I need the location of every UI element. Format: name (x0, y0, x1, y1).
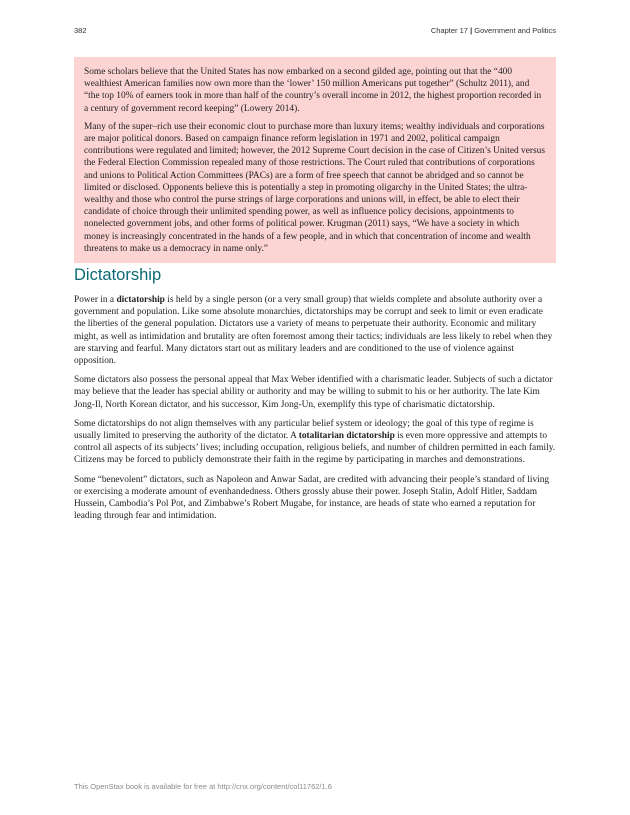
callout-paragraph: Many of the super–rich use their economic clout to purchase more than luxury items; wealthy individuals and corporations are major political donors. Based on campaign finance reform legislation in 1971 and 2002, political campaign contributions were regulated and limited; however, the 2012 Supreme Court decision in the case of Citizen’s United versus the Federal Election Commission repealed many of those restrictions. The Court ruled that contributions of corporations and unions to Political Action Committees (PACs) are a form of free speech that cannot be abridged and so cannot be limited or disclosed. Opponents believe this is potentially a step in promoting oligarchy in the United States; the ultra-wealthy and those who control the purse strings of large corporations and unions will, in effect, be able to elect their candidate of choice through their unlimited spending power, as well as influence policy decisions, appointments to nonelected government jobs, and other forms of political power. Krugman (2011) says, “We have a society in which money is increasingly concentrated in the hands of a few people, and in which that concentration of income and wealth threatens to make us a democracy in name only.” (84, 121, 545, 254)
page-number: 382 (74, 26, 87, 35)
body-paragraph: Some “benevolent” dictators, such as Napoleon and Anwar Sadat, are credited with advancing their people’s standard of living or exercising a moderate amount of evenhandedness. Others grossly abuse their power. Joseph Stalin, Adolf Hitler, Saddam Hussein, Cambodia’s Pol Pot, and Zimbabwe’s Robert Mugabe, for instance, are heads of state who earned a reputation for leading through fear and intimidation. (74, 474, 550, 522)
section-body (74, 294, 556, 529)
body-paragraph (74, 418, 556, 467)
key-term: dictatorship (116, 295, 165, 305)
page-footer: This OpenStax book is available for free at http://cnx.org/content/col11762/1.6 (74, 782, 332, 791)
callout-paragraph: Some scholars believe that the United States has now embarked on a second gilded age, pointing out that the “400 wealthiest American families now own more than the ‘lower’ 150 million Americans put together” (Schultz 2011), and “the top 10% of earners took in more than half of the country’s overall income in 2012, the highest proportion recorded in a century of government record keeping” (Lowery 2014). (84, 67, 542, 114)
page-header (74, 26, 556, 38)
body-paragraph: Some dictators also possess the personal appeal that Max Weber identified with a charismatic leader. Subjects of such a dictator may believe that the leader has special ability or authority and may be willing to submit to his or her authority. The late Kim Jong-Il, North Korean dictator, and his successor, Kim Jong-Un, exemplify this type of charismatic dictatorship. (74, 375, 553, 410)
feature-callout-box (74, 57, 556, 263)
chapter-title: Government and Politics (474, 26, 556, 35)
chapter-label: Chapter 17 (430, 26, 468, 35)
text-run: is held by a single person (or a very small group) that wields complete and absolute authority over a government and population. Like some absolute monarchies, dictatorships may be corrupt and seek to limit or even eradicate the liberties of the general population. Dictators use a variety of means to perpetuate their authority. Economic and military might, as well as intimidation and brutality are often foremost among their tactics; individuals are less likely to rebel when they are starving and fearful. Many dictators start out as military leaders and are conditioned to the use of violence against opposition. (74, 295, 553, 367)
text-run: is even more oppressive and attempts to control all aspects of its subjects’ lives; including occupation, religious beliefs, and number of children permitted in each family. Citizens may be forced to publicly demonstrate their faith in the regime by participating in marches and demonstrations. (74, 431, 556, 466)
text-run: Some dictatorships do not align themselves with any particular belief system or ideology; the goal of this type of regime is usually limited to preserving the authority of the dictator. A (74, 418, 534, 442)
text-run: Power in a (74, 295, 117, 305)
chapter-separator: | (470, 26, 473, 35)
section-title: Dictatorship (74, 266, 162, 284)
body-paragraph (74, 294, 556, 367)
key-term: totalitarian dictatorship (298, 431, 395, 442)
chapter-heading (431, 26, 556, 35)
